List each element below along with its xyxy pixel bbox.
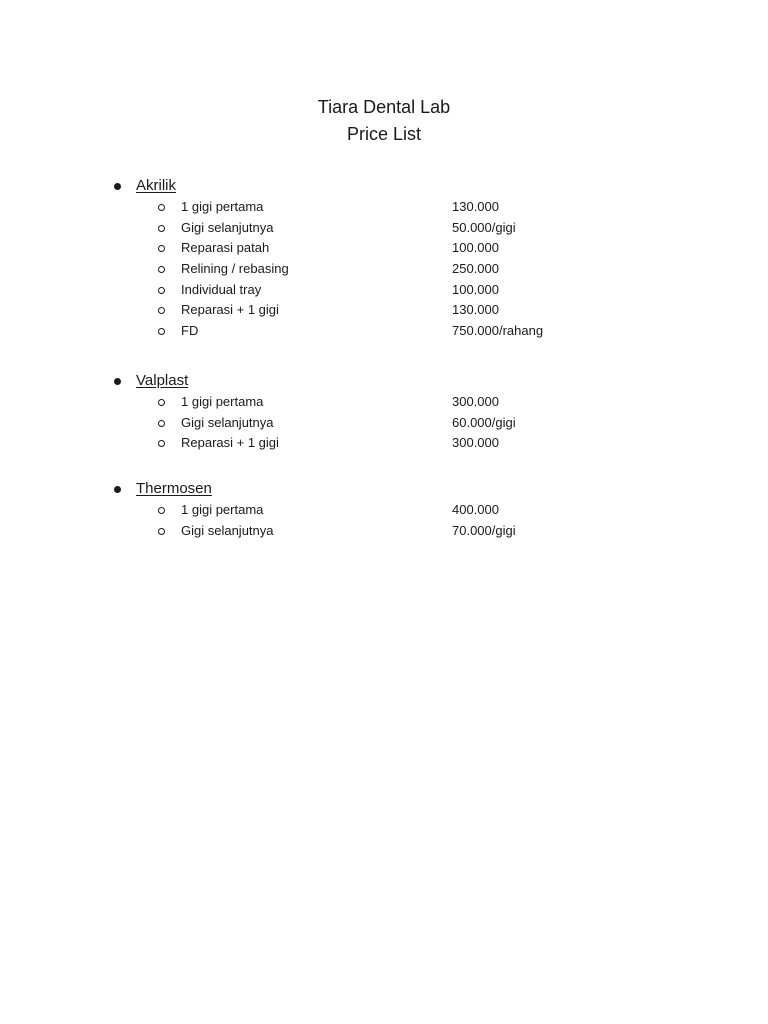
list-item bbox=[0, 281, 768, 302]
bullet-disc-icon bbox=[114, 378, 121, 385]
list-item bbox=[0, 393, 768, 414]
item-label: FD bbox=[181, 323, 199, 339]
bullet-circle-icon bbox=[158, 420, 165, 427]
bullet-disc-icon bbox=[114, 183, 121, 190]
price-list bbox=[0, 501, 768, 542]
item-price: 400.000 bbox=[452, 502, 499, 517]
item-label: Gigi selanjutnya bbox=[181, 414, 274, 430]
list-item bbox=[0, 219, 768, 240]
item-price: 60.000/gigi bbox=[452, 414, 516, 430]
section-valplast bbox=[0, 371, 768, 455]
item-label: 1 gigi pertama bbox=[181, 502, 264, 517]
item-price: 70.000/gigi bbox=[452, 522, 516, 538]
section-heading bbox=[0, 176, 768, 198]
item-label: 1 gigi pertama bbox=[181, 394, 264, 409]
list-item bbox=[0, 434, 768, 455]
section-title: Thermosen bbox=[136, 480, 212, 497]
item-price: 750.000/rahang bbox=[452, 323, 544, 339]
bullet-circle-icon bbox=[158, 528, 165, 535]
item-price: 130.000 bbox=[452, 302, 499, 318]
section-title: Valplast bbox=[136, 372, 189, 389]
list-item bbox=[0, 322, 768, 343]
item-label: Individual tray bbox=[181, 281, 262, 297]
bullet-circle-icon bbox=[158, 507, 165, 514]
item-label: Reparasi + 1 gigi bbox=[181, 435, 279, 451]
item-price: 100.000 bbox=[452, 281, 499, 297]
list-item bbox=[0, 414, 768, 435]
price-list bbox=[0, 198, 768, 343]
page-subtitle: Price List bbox=[346, 124, 422, 144]
list-item bbox=[0, 501, 768, 522]
bullet-circle-icon bbox=[158, 204, 165, 211]
page-title: Tiara Dental Lab bbox=[317, 97, 451, 117]
item-label: Reparasi patah bbox=[181, 240, 270, 256]
bullet-circle-icon bbox=[158, 399, 165, 406]
bullet-circle-icon bbox=[158, 440, 165, 447]
bullet-circle-icon bbox=[158, 307, 165, 314]
section-title: Akrilik bbox=[136, 177, 176, 194]
list-item bbox=[0, 301, 768, 322]
list-item bbox=[0, 522, 768, 543]
item-label: Relining / rebasing bbox=[181, 261, 289, 277]
bullet-circle-icon bbox=[158, 328, 165, 335]
item-price: 250.000 bbox=[452, 261, 499, 277]
bullet-circle-icon bbox=[158, 225, 165, 232]
list-item bbox=[0, 198, 768, 219]
section-heading bbox=[0, 371, 768, 393]
section-akrilik bbox=[0, 176, 768, 343]
item-label: Gigi selanjutnya bbox=[181, 522, 274, 538]
item-price: 130.000 bbox=[452, 199, 499, 214]
price-list bbox=[0, 393, 768, 455]
list-item bbox=[0, 239, 768, 260]
bullet-circle-icon bbox=[158, 266, 165, 273]
item-price: 100.000 bbox=[452, 240, 499, 256]
bullet-circle-icon bbox=[158, 245, 165, 252]
list-item bbox=[0, 260, 768, 281]
section-thermosen bbox=[0, 479, 768, 542]
title-block bbox=[0, 94, 768, 148]
item-price: 300.000 bbox=[452, 394, 499, 409]
item-label: 1 gigi pertama bbox=[181, 199, 264, 214]
bullet-circle-icon bbox=[158, 287, 165, 294]
section-heading bbox=[0, 479, 768, 501]
item-price: 300.000 bbox=[452, 435, 499, 451]
item-price: 50.000/gigi bbox=[452, 219, 516, 235]
item-label: Reparasi + 1 gigi bbox=[181, 302, 279, 318]
item-label: Gigi selanjutnya bbox=[181, 219, 274, 235]
bullet-disc-icon bbox=[114, 486, 121, 493]
